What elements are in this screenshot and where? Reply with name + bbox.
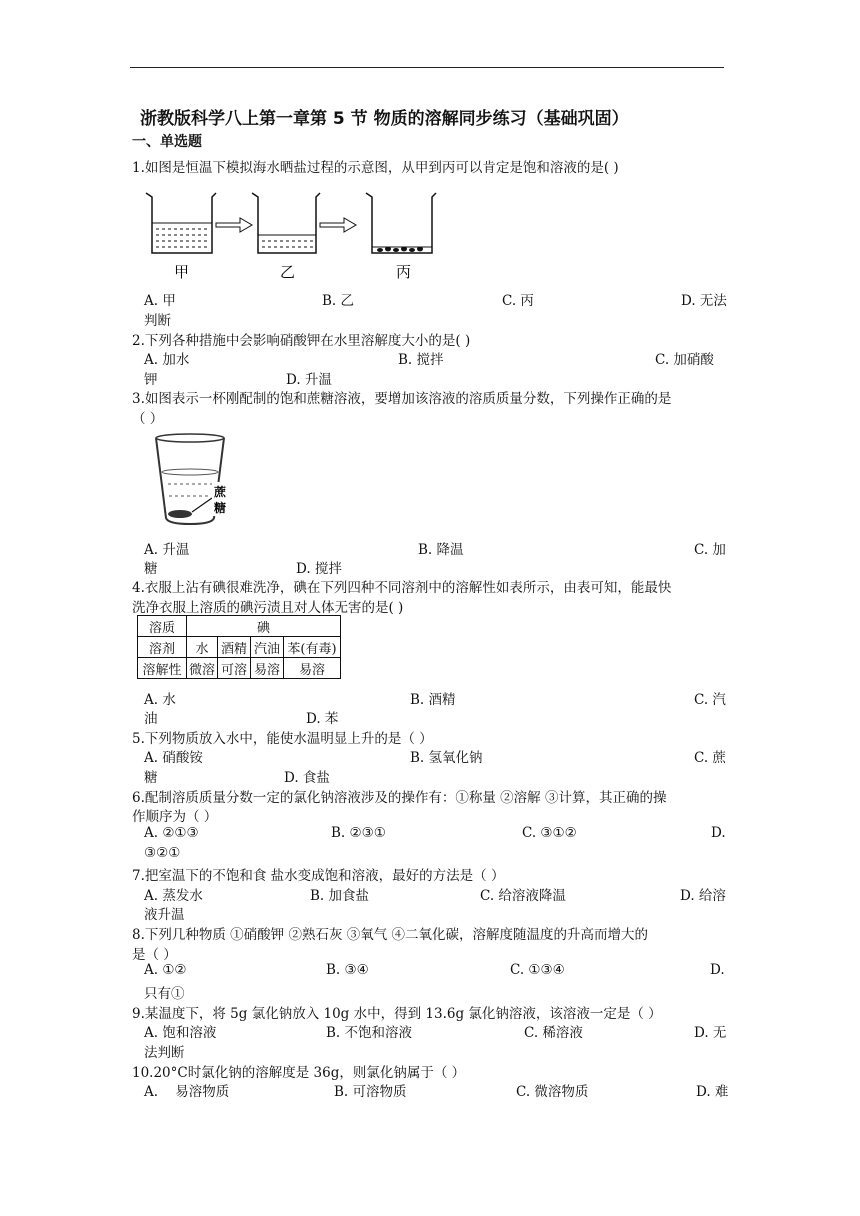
evaporation-beakers-figure: [140, 185, 450, 285]
document-title: 浙教版科学八上第一章第 5 节 物质的溶解同步练习（基础巩固）: [140, 109, 629, 129]
q2-option-d[interactable]: D. 升温: [286, 372, 332, 388]
table-cell: 水: [187, 637, 218, 658]
q10-option-a[interactable]: A. 易溶物质: [144, 1084, 230, 1100]
q7-option-d-wrap: 液升温: [144, 907, 185, 923]
q4-option-d[interactable]: D. 苯: [306, 711, 339, 727]
q1-option-d-wrap: 判断: [144, 313, 171, 329]
top-rule: [130, 67, 724, 68]
q6-option-d[interactable]: D.: [711, 825, 726, 841]
table-row: [138, 658, 341, 679]
question-6-stem: 6.配制溶质质量分数一定的氯化钠溶液涉及的操作有：①称量 ②溶解 ③计算，其正确的操: [132, 790, 667, 806]
q7-option-b[interactable]: B. 加食盐: [310, 888, 370, 904]
q9-option-d[interactable]: D. 无: [694, 1025, 727, 1041]
q3-option-c-wrap: 糖: [144, 561, 158, 577]
q9-option-a[interactable]: A. 饱和溶液: [144, 1025, 217, 1041]
q2-option-c-wrap: 钾: [144, 372, 158, 388]
question-9-stem: 9.某温度下，将 5g 氯化钠放入 10g 水中，得到 13.6g 氯化钠溶液，该溶液一定是（ ）: [132, 1006, 662, 1022]
q6-option-d-wrap: ③②①: [144, 845, 181, 861]
question-8-stem-line2: 是（ ）: [132, 947, 177, 963]
q5-option-c[interactable]: C. 蔗: [694, 750, 726, 766]
table-cell: 可溶: [218, 658, 251, 679]
section-heading: 一、单选题: [132, 134, 202, 150]
q6-option-c[interactable]: C. ③①②: [522, 825, 577, 841]
q8-option-b[interactable]: B. ③④: [326, 962, 369, 978]
q4-option-c-wrap: 油: [144, 711, 158, 727]
q9-option-d-wrap: 法判断: [144, 1045, 185, 1061]
question-4-stem: 4.衣服上沾有碘很难洗净，碘在下列四种不同溶剂中的溶解性如表所示，由表可知，能最快: [132, 580, 672, 596]
question-5-stem: 5.下列物质放入水中，能使水温明显上升的是（ ）: [132, 731, 433, 747]
q2-option-a[interactable]: A. 加水: [144, 352, 190, 368]
q3-option-c[interactable]: C. 加: [694, 542, 726, 558]
iodine-solubility-table: [137, 615, 341, 679]
sucrose-label-1: 蔗: [214, 485, 227, 499]
table-cell: 溶解性: [138, 658, 187, 679]
q5-option-a[interactable]: A. 硝酸铵: [144, 750, 203, 766]
table-cell: 易溶: [284, 658, 341, 679]
q3-option-d[interactable]: D. 搅拌: [296, 561, 342, 577]
q7-option-d[interactable]: D. 给溶: [680, 888, 726, 904]
sucrose-label-2: 糖: [214, 501, 227, 515]
q2-option-c[interactable]: C. 加硝酸: [655, 352, 714, 368]
table-row: [138, 616, 341, 637]
q4-option-b[interactable]: B. 酒精: [410, 692, 456, 708]
q1-option-c[interactable]: C. 丙: [502, 293, 534, 309]
q1-option-d[interactable]: D. 无法: [681, 293, 727, 309]
table-cell: 溶剂: [138, 637, 187, 658]
q6-option-a[interactable]: A. ②①③: [144, 825, 199, 841]
sucrose-cup-figure: [148, 430, 248, 530]
q8-option-d-wrap: 只有①: [144, 986, 185, 1002]
q9-option-b[interactable]: B. 不饱和溶液: [326, 1025, 413, 1041]
question-3-stem: 3.如图表示一杯刚配制的饱和蔗糖溶液，要增加该溶液的溶质质量分数，下列操作正确的是: [132, 391, 672, 407]
q10-option-d[interactable]: D. 难: [696, 1084, 729, 1100]
q5-option-b[interactable]: B. 氢氧化钠: [410, 750, 483, 766]
q5-option-c-wrap: 糖: [144, 770, 158, 786]
table-cell: 碘: [187, 616, 341, 637]
question-1-stem: 1.如图是恒温下模拟海水晒盐过程的示意图，从甲到丙可以肯定是饱和溶液的是( ): [132, 160, 619, 176]
label-bing: 丙: [396, 263, 412, 281]
q4-option-c[interactable]: C. 汽: [694, 692, 726, 708]
q8-option-d[interactable]: D.: [710, 962, 725, 978]
q4-option-a[interactable]: A. 水: [144, 692, 176, 708]
label-yi: 乙: [280, 263, 296, 281]
question-4-stem-line2: 洗净衣服上溶质的碘污渍且对人体无害的是( ): [132, 600, 404, 616]
q1-option-a[interactable]: A. 甲: [144, 293, 176, 309]
question-10-stem: 10.20°C时氯化钠的溶解度是 36g，则氯化钠属于（ ）: [132, 1065, 466, 1081]
label-jia: 甲: [174, 263, 190, 281]
table-cell: 溶质: [138, 616, 187, 637]
q9-option-c[interactable]: C. 稀溶液: [524, 1025, 583, 1041]
q10-option-c[interactable]: C. 微溶物质: [516, 1084, 589, 1100]
q3-option-a[interactable]: A. 升温: [144, 542, 190, 558]
question-2-stem: 2.下列各种措施中会影响硝酸钾在水里溶解度大小的是( ): [132, 333, 471, 349]
question-7-stem: 7.把室温下的不饱和食 盐水变成饱和溶液，最好的方法是（ ）: [132, 868, 505, 884]
q3-option-b[interactable]: B. 降温: [418, 542, 464, 558]
table-cell: 易溶: [251, 658, 284, 679]
table-row: [138, 637, 341, 658]
question-8-stem: 8.下列几种物质 ①硝酸钾 ②熟石灰 ③氧气 ④二氧化碳，溶解度随温度的升高而增大的: [132, 927, 649, 943]
q7-option-c[interactable]: C. 给溶液降温: [480, 888, 566, 904]
question-6-stem-line2: 作顺序为（ ）: [132, 809, 218, 825]
q5-option-d[interactable]: D. 食盐: [284, 770, 330, 786]
q8-option-c[interactable]: C. ①③④: [510, 962, 565, 978]
table-cell: 汽油: [251, 637, 284, 658]
q2-option-b[interactable]: B. 搅拌: [398, 352, 444, 368]
table-cell: 苯(有毒): [284, 637, 341, 658]
table-cell: 微溶: [187, 658, 218, 679]
q7-option-a[interactable]: A. 蒸发水: [144, 888, 203, 904]
q1-option-b[interactable]: B. 乙: [322, 293, 355, 309]
q6-option-b[interactable]: B. ②③①: [331, 825, 386, 841]
table-cell: 酒精: [218, 637, 251, 658]
q10-option-b[interactable]: B. 可溶物质: [334, 1084, 407, 1100]
q8-option-a[interactable]: A. ①②: [144, 962, 187, 978]
question-3-stem-line2: （ ）: [132, 411, 164, 427]
